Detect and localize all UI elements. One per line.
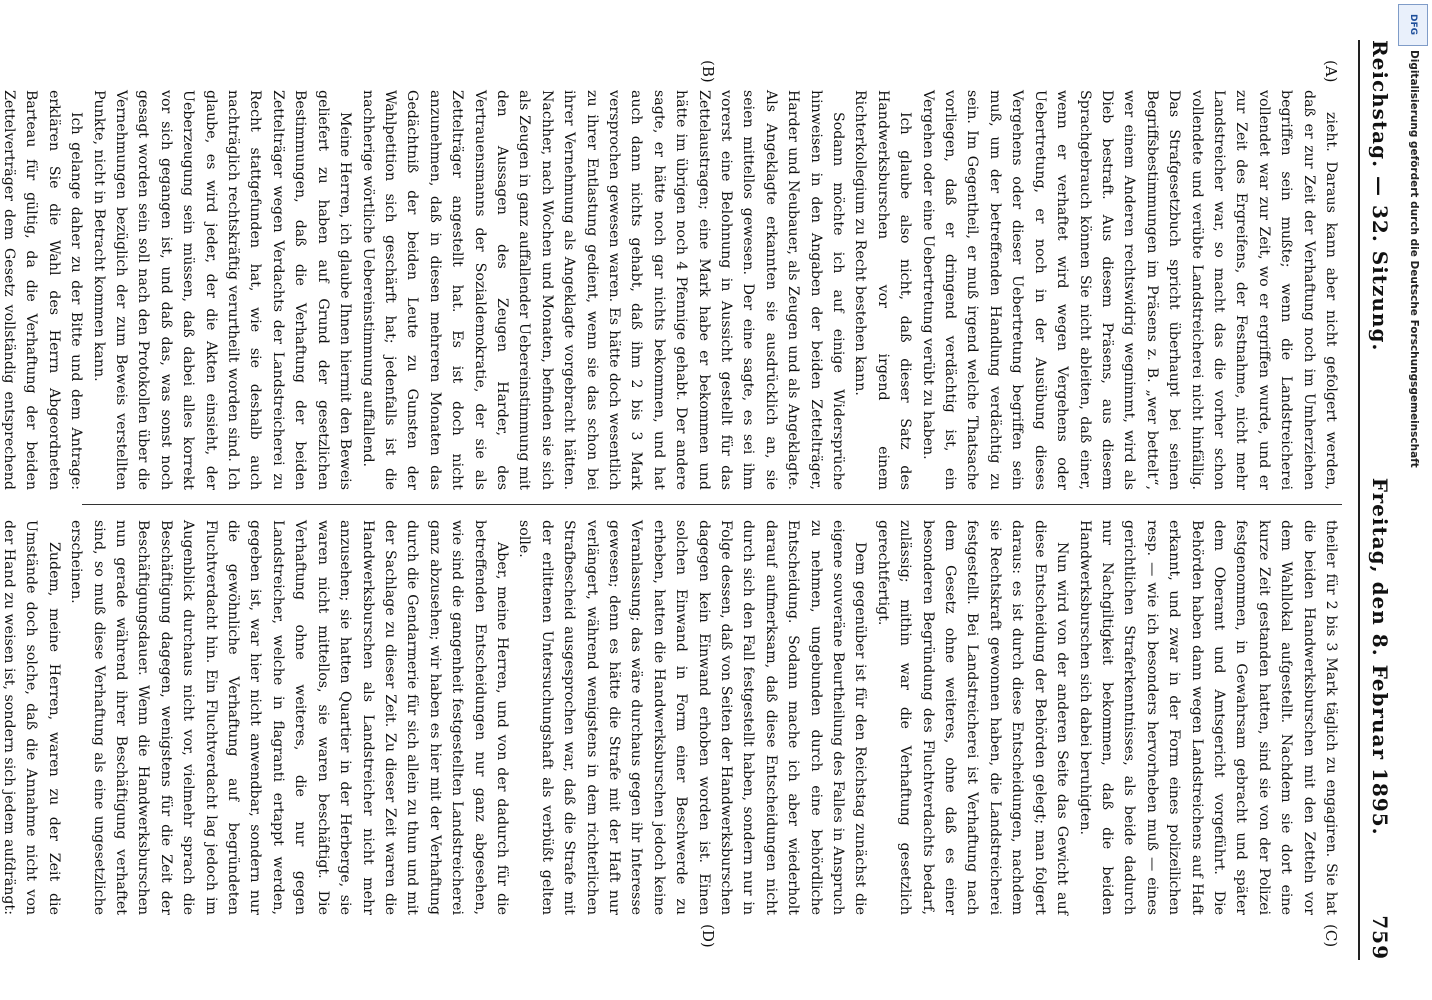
body-paragraph: Aber, meine Herren, und von der dadurch für die betreffenden Entscheidungen nur ganz abgesehen, wie sind die gangenheit festgestellten Landstreicherei ganz abzusehen; wir haben es hier mit der Verhaftung durch die Gendarmerie für sich allein zu thun und mit der Sachlage zu dieser Zeit. Zu dieser Zeit waren die Handwerksburschen als Landstreicher nicht mehr anzusehen; sie hatten Quartier in der Herberge, sie waren nicht mittellos, sie waren beschäftigt. Die Verhaftung ohne weiteres, die nur gegen Landstreicher, welche in flagranti ertappt werden, gegeben ist, war hier nicht anwendbar, sondern nur die gewöhnliche Verhaftung auf begründeten Fluchtverdacht hin. Ein Fluchtverdacht lag jedoch im Augenblick durchaus nicht vor, vielmehr sprach die Beschäftigung dagegen, wenigstens für die Zeit der Beschäftigungsdauer. Wenn die Handwerksburschen nun gerade während ihrer Beschäftigung verhaftet sind, so muß diese Verhaftung als eine ungesetzliche erscheinen.: [68, 520, 510, 915]
dfg-logo: [1398, 4, 1428, 46]
body-paragraph: zieht. Daraus kann aber nicht gefolgert werden, daß er zur Zeit der Verhaftung noch im Umherziehen begriffen sein mußte; wenn die Landstreicherei vollendet war zur Zeit, wo er ergriffen wurde, und er zur Zeit des Ergreifens, der Festnahme, nicht mehr Landstreicher war, so macht das die vorher schon vollendete und verübte Landstreicherei nicht hinfällig. Das Strafgesetzbuch spricht überhaupt bei seinen Begriffsbestimmungen im Präsens z. B. „wer bettelt“, wer einem Anderen rechtswidrig wegnimmt, wird als Dieb bestraft. Aus diesem Präsens, aus diesem Sprachgebrauch können Sie nicht ableiten, daß einer, wenn er verhaftet wird wegen Vergehens oder Uebertretung, er noch in der Ausübung dieses Vergehens oder dieser Uebertretung begriffen sein muß, um der betreffenden Handlung verdächtig zu sein. Im Gegentheil, er muß irgend welche Thatsache vorliegen, daß er dringend verdächtig ist, ein Vergehen oder eine Uebertretung verübt zu haben.: [919, 90, 1339, 490]
body-paragraph: Ich glaube also nicht, daß dieser Satz des Handwerksburschen vor irgend einem Richterkollegium zu Recht bestehen kann.: [852, 90, 914, 490]
margin-marker-c: (C): [1322, 924, 1340, 948]
body-paragraph: Sodann möchte ich auf einige Widersprüche hinweisen in den Angaben der beiden Zettelträger, Harder und Neubauer, als Zeugen und als Angeklagte. Als Angeklagte erkannten sie ausdrücklich an, sie seien mittellos gewesen. Der eine sagte, es sei ihm vorerst eine Belohnung in Aussicht gestellt für das Zettelaustragen; eine Mark habe er bekommen und hätte im übrigen noch 4 Pfennige gehabt. Der andere sagte, er hätte noch gar nichts bekommen, und hat auch dann nichts gehabt, daß ihm 2 bis 3 Mark versprochen gewesen waren. Es hätte doch wesentlich zu ihrer Entlastung gedient, wenn sie das schon bei ihrer Vernehmung als Angeklagte vorgebracht hätten. Nachher, nach Wochen und Monaten, befinden sie sich als Zeugen in ganz auffallender Uebereinstimmung mit den Aussagen des Zeugen Harder, des Vertrauensmanns der Sozialdemokratie, der sie als Zettelträger angestellt hat. Es ist doch nicht anzunehmen, daß in diesen mehreren Monaten das Gedächtniß der beiden Leute zu Gunsten der Wahlpetition sich geschärft hat; jedenfalls ist die nachherige wörtliche Uebereinstimmung auffallend.: [359, 90, 847, 490]
right-column: [1, 520, 1342, 915]
margin-marker-d: (D): [699, 924, 717, 948]
body-paragraph: Dem gegenüber ist für den Reichstag zunächst die eigene souveräne Beurtheilung des Falles in Anspruch zu nehmen, ungebunden durch eine behördliche Entscheidung. Sodann mache ich aber wiederholt darauf aufmerksam, daß diese Entscheidungen nicht durch sich den Fall festgestellt haben, sondern nur in Folge dessen, daß von Seiten der Handwerksburschen dagegen kein Einwand erhoben worden ist. Einen solchen Einwand in Form einer Beschwerde zu erheben, hatten die Handwerksburschen jedoch keine Veranlassung; das wäre durchaus gegen ihr Interesse gewesen; denn es hätte die Strafe mit der Haft nur verlängert, während wenigstens in dem richterlichen Strafbescheid ausgesprochen war, daß die Strafe mit der erlittenen Untersuchungshaft als verbüßt gelten solle.: [516, 520, 869, 915]
left-column: [1, 90, 1342, 490]
body-paragraph: theiler für 2 bis 3 Mark täglich zu engagiren. Sie hat die beiden Handwerksburschen mit den Zetteln vor dem Wahllokal aufgestellt. Nachdem sie dort eine kurze Zeit gestanden hatten, sind sie von der Polizei festgenommen, in Gewahrsam gebracht und später dem Oberamt und Amtsgericht vorgeführt. Die Behörden haben dann wegen Landstreichens auf Haft erkannt, und zwar in der Form eines polizeilichen resp. — wie ich besonders hervorheben muß — eines gerichtlichen Straferkenntnisses, als beide dadurch nur Nachgiltigkeit bekommen, daß die beiden Handwerksburschen sich dabei beruhigten.: [1076, 520, 1339, 915]
body-paragraph: Ich gelange daher zu der Bitte und dem Antrage: erklären Sie die Wahl des Herrn Abgeordneten Barteau für gültig, da die Verhaftung der beiden Zettelverträger dem Gesetz vollständig entsprechend: [1, 90, 85, 490]
body-paragraph: Meine Herren, ich glaube Ihnen hiermit den Beweis geliefert zu haben auf Grund der gesetzlichen Bestimmungen, daß die Verhaftung der beiden Zettelträger wegen Verdachts der Landstreicherei zu Recht stattgefunden hat, wie sie deshalb auch nachträglich rechtskräftig verurtheilt worden sind. Ich glaube, es wird jeder, der die Akten einsieht, der Ueberzeugung sein müssen, daß dabei alles korrekt vor sich gegangen ist, und daß das, was sonst noch gesagt worden sein soll nach den Protokollen über die Vernehmungen bezüglich der zum Beweis verstellten Punkte, nicht in Betracht kommen kann.: [90, 90, 354, 490]
body-paragraph: Nun wird von der anderen Seite das Gewicht auf diese Entscheidung der Behörden gelegt; man folgert daraus: es ist durch diese Entscheidungen, nachdem sie Rechtskraft gewonnen haben, die Landstreicherei festgestellt. Bei Landstreicherei ist Verhaftung nach dem Gesetz ohne weiteres, ohne daß es einer besonderen Begründung des Fluchtverdachts bedarf, zulässig; mithin war die Verhaftung gesetzlich gerechtfertigt.: [874, 520, 1071, 915]
margin-marker-a: (A): [1322, 60, 1340, 83]
header-date: Freitag, den 8. Februar 1895.: [1368, 477, 1392, 836]
page-number: 759: [1368, 915, 1392, 960]
page-header: [1362, 40, 1392, 960]
header-date-and-page: [1368, 478, 1392, 960]
header-rule: [1358, 40, 1360, 960]
body-paragraph: Zudem, meine Herren, waren zu der Zeit die Umstände doch solche, daß die Annahme nicht von der Hand zu weisen ist, sondern sich jedem aufdrängt:: [1, 520, 62, 915]
header-session: Reichstag. — 32. Sitzung.: [1368, 40, 1392, 352]
margin-marker-b: (B): [699, 60, 717, 83]
dfg-logo-text: DFG: [1408, 14, 1418, 36]
column-divider: [82, 504, 1342, 505]
digitization-credit: Digitalisierung gefördert durch die Deutsche Forschungsgemeinschaft: [1408, 50, 1420, 468]
